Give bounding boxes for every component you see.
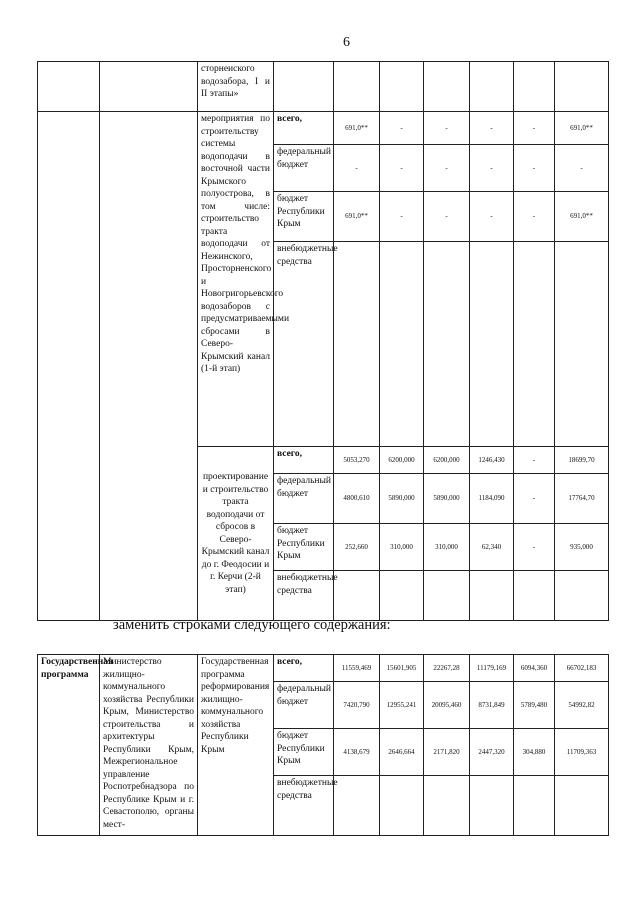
- value-cell: 5890,000: [424, 474, 470, 524]
- value-cell: 11709,363: [555, 729, 609, 776]
- value-cell: -: [514, 112, 555, 145]
- value-cell: 1246,430: [470, 447, 514, 474]
- value-cell: 5890,000: [380, 474, 424, 524]
- value-cell: [555, 571, 609, 621]
- value-cell: 2447,320: [470, 729, 514, 776]
- value-cell: 691,0**: [555, 112, 609, 145]
- value-cell: 2646,664: [380, 729, 424, 776]
- value-cell: 5053,270: [334, 447, 380, 474]
- program-table-top: [37, 61, 609, 621]
- value-cell: -: [514, 192, 555, 242]
- value-cell: -: [470, 145, 514, 192]
- value-cell: -: [555, 145, 609, 192]
- empty-cell: [424, 62, 470, 112]
- funding-source-label: всего,: [274, 447, 334, 474]
- funding-source-label: федеральный бюджет: [274, 682, 334, 729]
- value-cell: -: [424, 112, 470, 145]
- table-row: [38, 655, 609, 682]
- value-cell: 2171,820: [424, 729, 470, 776]
- value-cell: 17764,70: [555, 474, 609, 524]
- funding-source-label: бюджет Республики Крым: [274, 729, 334, 776]
- value-cell: 935,000: [555, 524, 609, 571]
- value-cell: 20095,460: [424, 682, 470, 729]
- empty-cell: [38, 62, 100, 112]
- table-row: [38, 62, 609, 112]
- funding-source-label: внебюджетные средства: [274, 571, 334, 621]
- value-cell: 1184,090: [470, 474, 514, 524]
- value-cell: 6200,000: [424, 447, 470, 474]
- empty-cell: [470, 62, 514, 112]
- empty-cell: [334, 62, 380, 112]
- value-cell: -: [380, 145, 424, 192]
- value-cell: -: [470, 112, 514, 145]
- value-cell: -: [334, 145, 380, 192]
- value-cell: 252,660: [334, 524, 380, 571]
- value-cell: 691,0**: [555, 192, 609, 242]
- funding-source-label: бюджет Республики Крым: [274, 192, 334, 242]
- program-name: Государственная программа реформирования жилищно-коммунального хозяйства Республики Крым: [198, 655, 274, 836]
- funding-source-label: внебюджетные средства: [274, 242, 334, 447]
- activity-name-continued: сторнеиского водозабора, I и II этапы»: [198, 62, 274, 112]
- empty-cell: [380, 62, 424, 112]
- value-cell: 6200,000: [380, 447, 424, 474]
- executor-cell: [100, 112, 198, 621]
- value-cell: -: [514, 524, 555, 571]
- value-cell: [334, 242, 380, 447]
- value-cell: 22267,28: [424, 655, 470, 682]
- table-row: [38, 112, 609, 145]
- funding-source-label: всего,: [274, 655, 334, 682]
- value-cell: -: [424, 145, 470, 192]
- value-cell: [514, 571, 555, 621]
- funding-source-label: внебюджетные средства: [274, 776, 334, 836]
- empty-cell: [100, 62, 198, 112]
- value-cell: 62,340: [470, 524, 514, 571]
- value-cell: 54992,82: [555, 682, 609, 729]
- funding-source-label: бюджет Республики Крым: [274, 524, 334, 571]
- value-cell: -: [380, 112, 424, 145]
- funding-source-label: всего,: [274, 112, 334, 145]
- responsible-executors: Министерство жилищно-коммунального хозяйства Республики Крым, Министерство строительства и архитектуры Республики Крым, Межрегиональное управление Роспотребнадзора по Республике Крым и г. Севастополю, органы мест-: [100, 655, 198, 836]
- value-cell: [514, 776, 555, 836]
- empty-cell: [514, 62, 555, 112]
- value-cell: -: [514, 145, 555, 192]
- value-cell: [334, 776, 380, 836]
- value-cell: 6094,360: [514, 655, 555, 682]
- value-cell: [555, 776, 609, 836]
- value-cell: -: [514, 474, 555, 524]
- value-cell: [380, 571, 424, 621]
- value-cell: 8731,849: [470, 682, 514, 729]
- empty-cell: [274, 62, 334, 112]
- value-cell: 310,000: [380, 524, 424, 571]
- value-cell: 66702,183: [555, 655, 609, 682]
- program-table-bottom: [37, 654, 609, 836]
- value-cell: [555, 242, 609, 447]
- value-cell: [424, 242, 470, 447]
- value-cell: 4800,610: [334, 474, 380, 524]
- value-cell: 304,880: [514, 729, 555, 776]
- empty-cell: [555, 62, 609, 112]
- value-cell: 18699,70: [555, 447, 609, 474]
- page-number: 6: [343, 35, 350, 50]
- funding-source-label: федеральный бюджет: [274, 474, 334, 524]
- value-cell: [514, 242, 555, 447]
- value-cell: 5789,480: [514, 682, 555, 729]
- funding-source-label: федеральный бюджет: [274, 145, 334, 192]
- value-cell: [380, 242, 424, 447]
- value-cell: 691,0**: [334, 112, 380, 145]
- value-cell: -: [424, 192, 470, 242]
- activity-name: мероприятия по строительству системы водоподачи в восточной части Крымского полуострова, в том числе: строительство тракта водоподачи от Нежинского, Просторненского и Новогригорьевского водозаборов с предусматриваемыми сбросами в Северо-Крымский канал (1-й этап): [198, 112, 274, 447]
- value-cell: -: [470, 192, 514, 242]
- value-cell: 11179,169: [470, 655, 514, 682]
- activity-name: проектирование и строительство тракта водоподачи от сбросов в Северо-Крымский канал до г. Феодосии и г. Керчи (2-й этап): [198, 447, 274, 621]
- value-cell: 12955,241: [380, 682, 424, 729]
- value-cell: -: [514, 447, 555, 474]
- value-cell: 691,0**: [334, 192, 380, 242]
- value-cell: 15601,905: [380, 655, 424, 682]
- replacement-caption: заменить строками следующего содержания:: [113, 617, 391, 633]
- value-cell: 7420,790: [334, 682, 380, 729]
- program-status: Государственная программа: [38, 655, 100, 836]
- value-cell: 4138,679: [334, 729, 380, 776]
- value-cell: -: [380, 192, 424, 242]
- value-cell: [424, 776, 470, 836]
- value-cell: 310,000: [424, 524, 470, 571]
- value-cell: [334, 571, 380, 621]
- value-cell: [470, 571, 514, 621]
- value-cell: [424, 571, 470, 621]
- value-cell: 11559,469: [334, 655, 380, 682]
- status-cell: [38, 112, 100, 621]
- value-cell: [470, 242, 514, 447]
- value-cell: [380, 776, 424, 836]
- value-cell: [470, 776, 514, 836]
